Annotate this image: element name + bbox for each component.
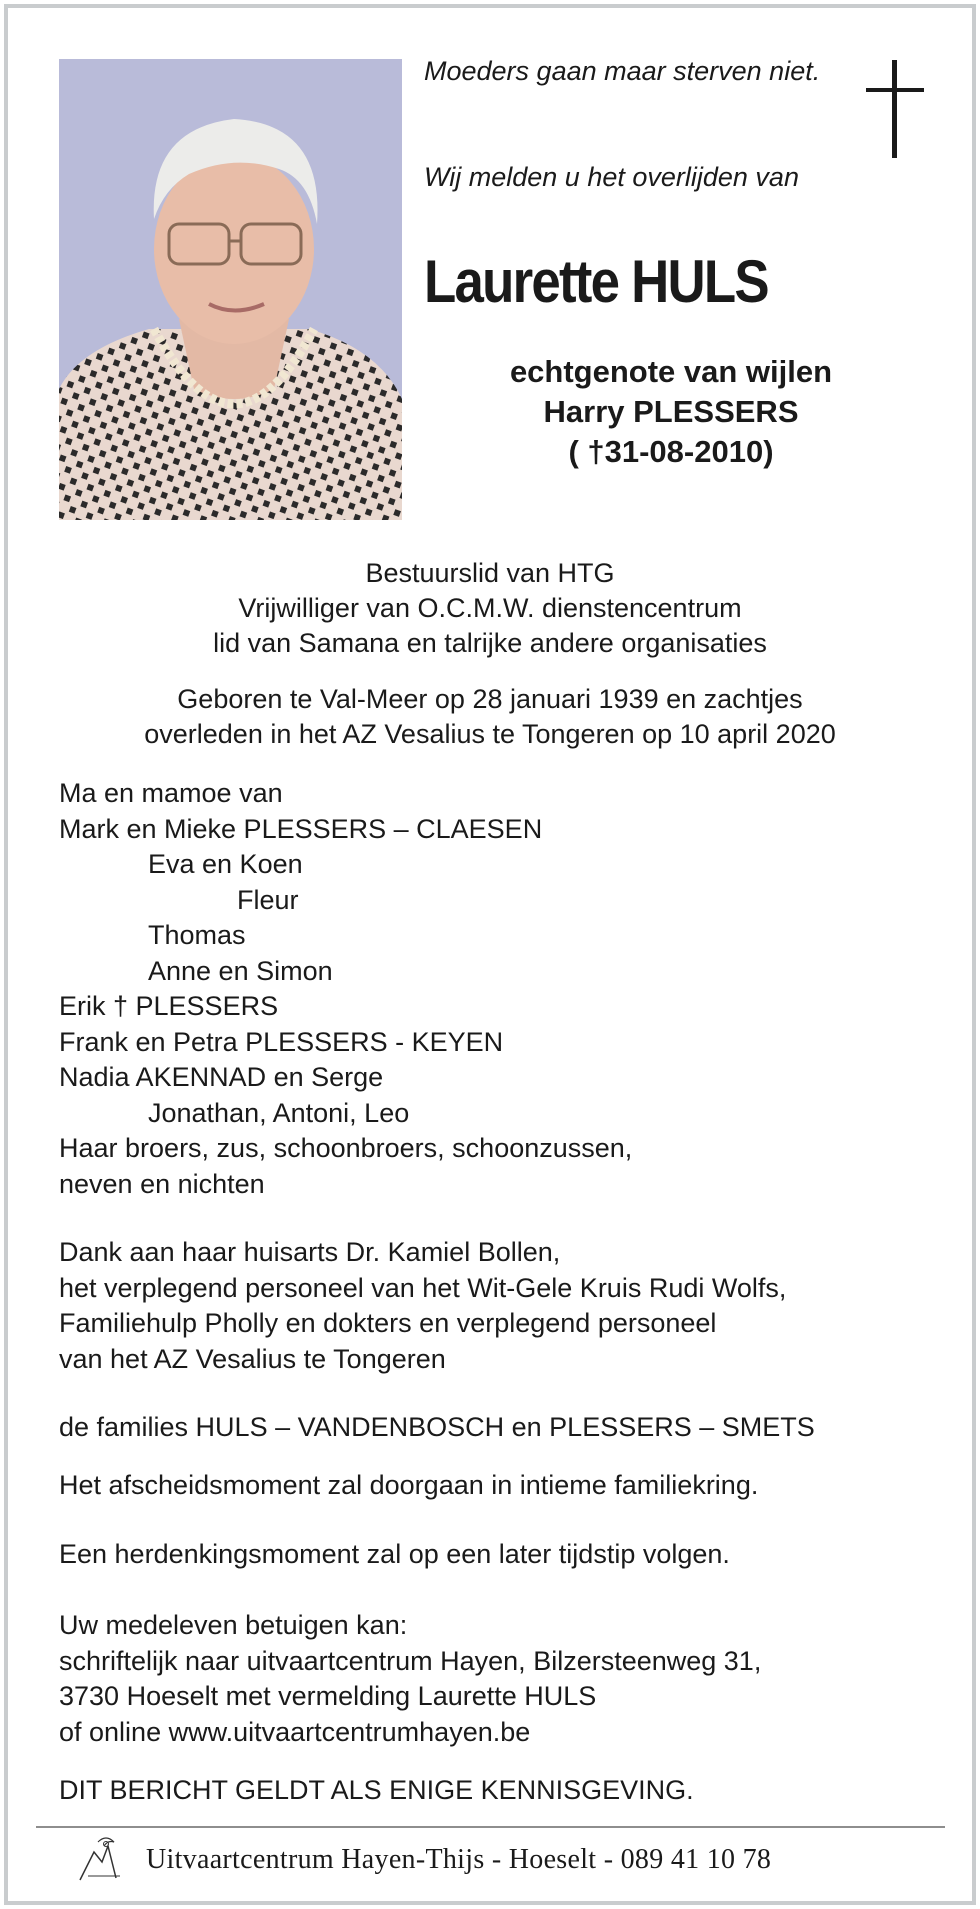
family-line: Thomas [148, 920, 246, 950]
role-line: Vrijwilliger van O.C.M.W. dienstencentrum [238, 593, 742, 623]
family-line: neven en nichten [59, 1168, 265, 1199]
memorial-line: Een herdenkingsmoment zal op een later tijdstip volgen. [59, 1539, 730, 1569]
condolence-line: of online www.uitvaartcentrumhayen.be [59, 1716, 531, 1747]
footer-text: Uitvaartcentrum Hayen-Thijs - Hoeselt - 089 41 10 78 [146, 1844, 772, 1875]
farewell-line: Het afscheidsmoment zal doorgaan in intieme familiekring. [59, 1470, 759, 1500]
spouse-death-date: ( †31-08-2010) [568, 434, 774, 469]
spouse-block [424, 352, 918, 472]
family-line: Mark en Mieke PLESSERS – CLAESEN [59, 813, 543, 844]
family-line: Ma en mamoe van [59, 778, 283, 808]
family-line: Jonathan, Antoni, Leo [148, 1097, 410, 1128]
thanks-line: Dank aan haar huisarts Dr. Kamiel Bollen, [59, 1237, 561, 1267]
condolence-line: 3730 Hoeselt met vermelding Laurette HULS [59, 1681, 597, 1711]
condolence-block [59, 1608, 959, 1750]
deceased-name: Laurette HULS [424, 248, 768, 315]
spouse-line: echtgenote van wijlen [509, 354, 833, 389]
portrait-photo [59, 59, 402, 520]
thanks-line: Familiehulp Pholly en dokters en verplegend personeel [59, 1308, 717, 1338]
condolence-line: schriftelijk naar uitvaartcentrum Hayen, Bilzersteenweg 31, [59, 1645, 762, 1676]
birth-death-block [59, 682, 921, 752]
families-line: de families HULS – VANDENBOSCH en PLESSERS – SMETS [59, 1412, 815, 1442]
cross-icon [866, 60, 924, 160]
family-line: Eva en Koen [148, 849, 303, 879]
family-line: Nadia AKENNAD en Serge [59, 1062, 384, 1092]
thanks-line: het verplegend personeel van het Wit-Gele Kruis Rudi Wolfs, [59, 1272, 787, 1303]
quote-line: Moeders gaan maar sterven niet. [424, 56, 821, 86]
family-line: Haar broers, zus, schoonbroers, schoonzussen, [59, 1133, 633, 1163]
notice-line: DIT BERICHT GELDT ALS ENIGE KENNISGEVING. [59, 1775, 694, 1805]
role-line: Bestuurslid van HTG [365, 558, 615, 588]
condolence-line: Uw medeleven betuigen kan: [59, 1610, 408, 1640]
death-line: overleden in het AZ Vesalius te Tongeren op 10 april 2020 [144, 719, 836, 749]
footer-divider [36, 1826, 945, 1828]
birth-line: Geboren te Val-Meer op 28 januari 1939 en zachtjes [177, 684, 803, 714]
family-list [59, 776, 959, 1202]
angel-logo-icon [76, 1832, 128, 1884]
family-line: Frank en Petra PLESSERS - KEYEN [59, 1026, 504, 1057]
family-line: Erik † PLESSERS [59, 991, 279, 1021]
role-line: lid van Samana en talrijke andere organisaties [213, 628, 767, 658]
family-line: Anne en Simon [148, 955, 333, 986]
announcement-line: Wij melden u het overlijden van [424, 162, 799, 192]
thanks-line: van het AZ Vesalius te Tongeren [59, 1343, 446, 1374]
spouse-name: Harry PLESSERS [543, 394, 799, 429]
roles-block [59, 556, 921, 661]
thanks-block [59, 1235, 959, 1377]
family-line: Fleur [237, 884, 299, 915]
